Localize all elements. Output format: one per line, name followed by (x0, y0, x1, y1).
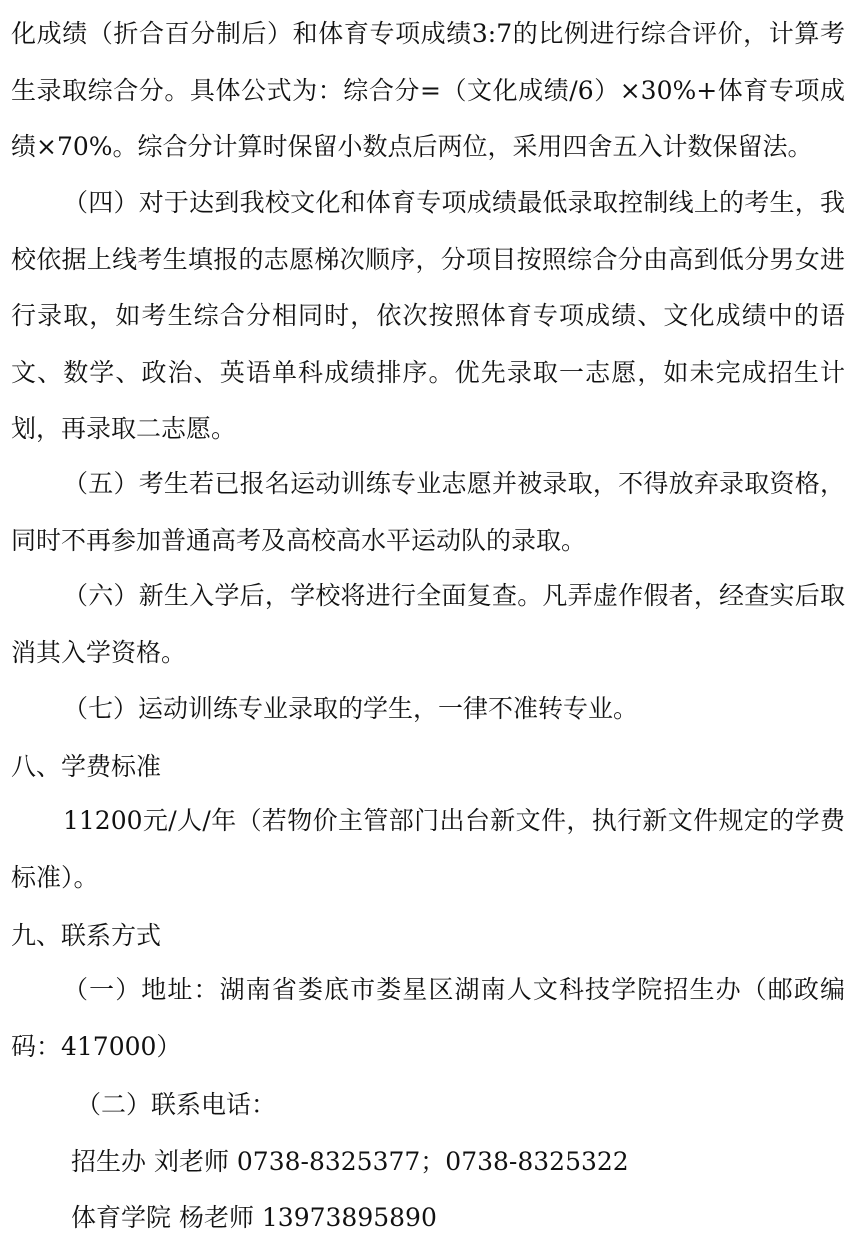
paragraph-address: （一）地址：湖南省娄底市娄星区湖南人文科技学院招生办（邮政编码：417000） (11, 975, 845, 1061)
contact-phone-label: （二）联系电话： (76, 1090, 277, 1119)
paragraph-item-5: （五）考生若已报名运动训练专业志愿并被录取，不得放弃录取资格，同时不再参加普通高考及高校高水平运动队的录取。 (11, 469, 845, 555)
section-9-heading: 九、联系方式 (11, 921, 162, 950)
paragraph-score-formula: 化成绩（折合百分制后）和体育专项成绩3:7的比例进行综合评价，计算考生录取综合分。具体公式为：综合分=（文化成绩/6）×30%+体育专项成绩×70%。综合分计算时保留小数点后两位，采用四舍五入计数保留法。 (11, 19, 845, 161)
paragraph-item-7: （七）运动训练专业录取的学生，一律不准转专业。 (63, 694, 639, 723)
contact-sports-college: 体育学院 杨老师 13973895890 (71, 1203, 437, 1232)
paragraph-item-4: （四）对于达到我校文化和体育专项成绩最低录取控制线上的考生，我校依据上线考生填报的志愿梯次顺序，分项目按照综合分由高到低分男女进行录取，如考生综合分相同时，依次按照体育专项成绩、文化成绩中的语文、数学、政治、英语单科成绩排序。优先录取一志愿，如未完成招生计划，再录取二志愿。 (11, 188, 845, 443)
paragraph-item-6: （六）新生入学后，学校将进行全面复查。凡弄虚作假者，经查实后取消其入学资格。 (11, 581, 845, 667)
section-8-heading: 八、学费标准 (11, 752, 162, 781)
contact-admissions-office: 招生办 刘老师 0738-8325377；0738-8325322 (71, 1147, 629, 1176)
paragraph-tuition: 11200元/人/年（若物价主管部门出台新文件，执行新文件规定的学费标准）。 (11, 806, 845, 892)
